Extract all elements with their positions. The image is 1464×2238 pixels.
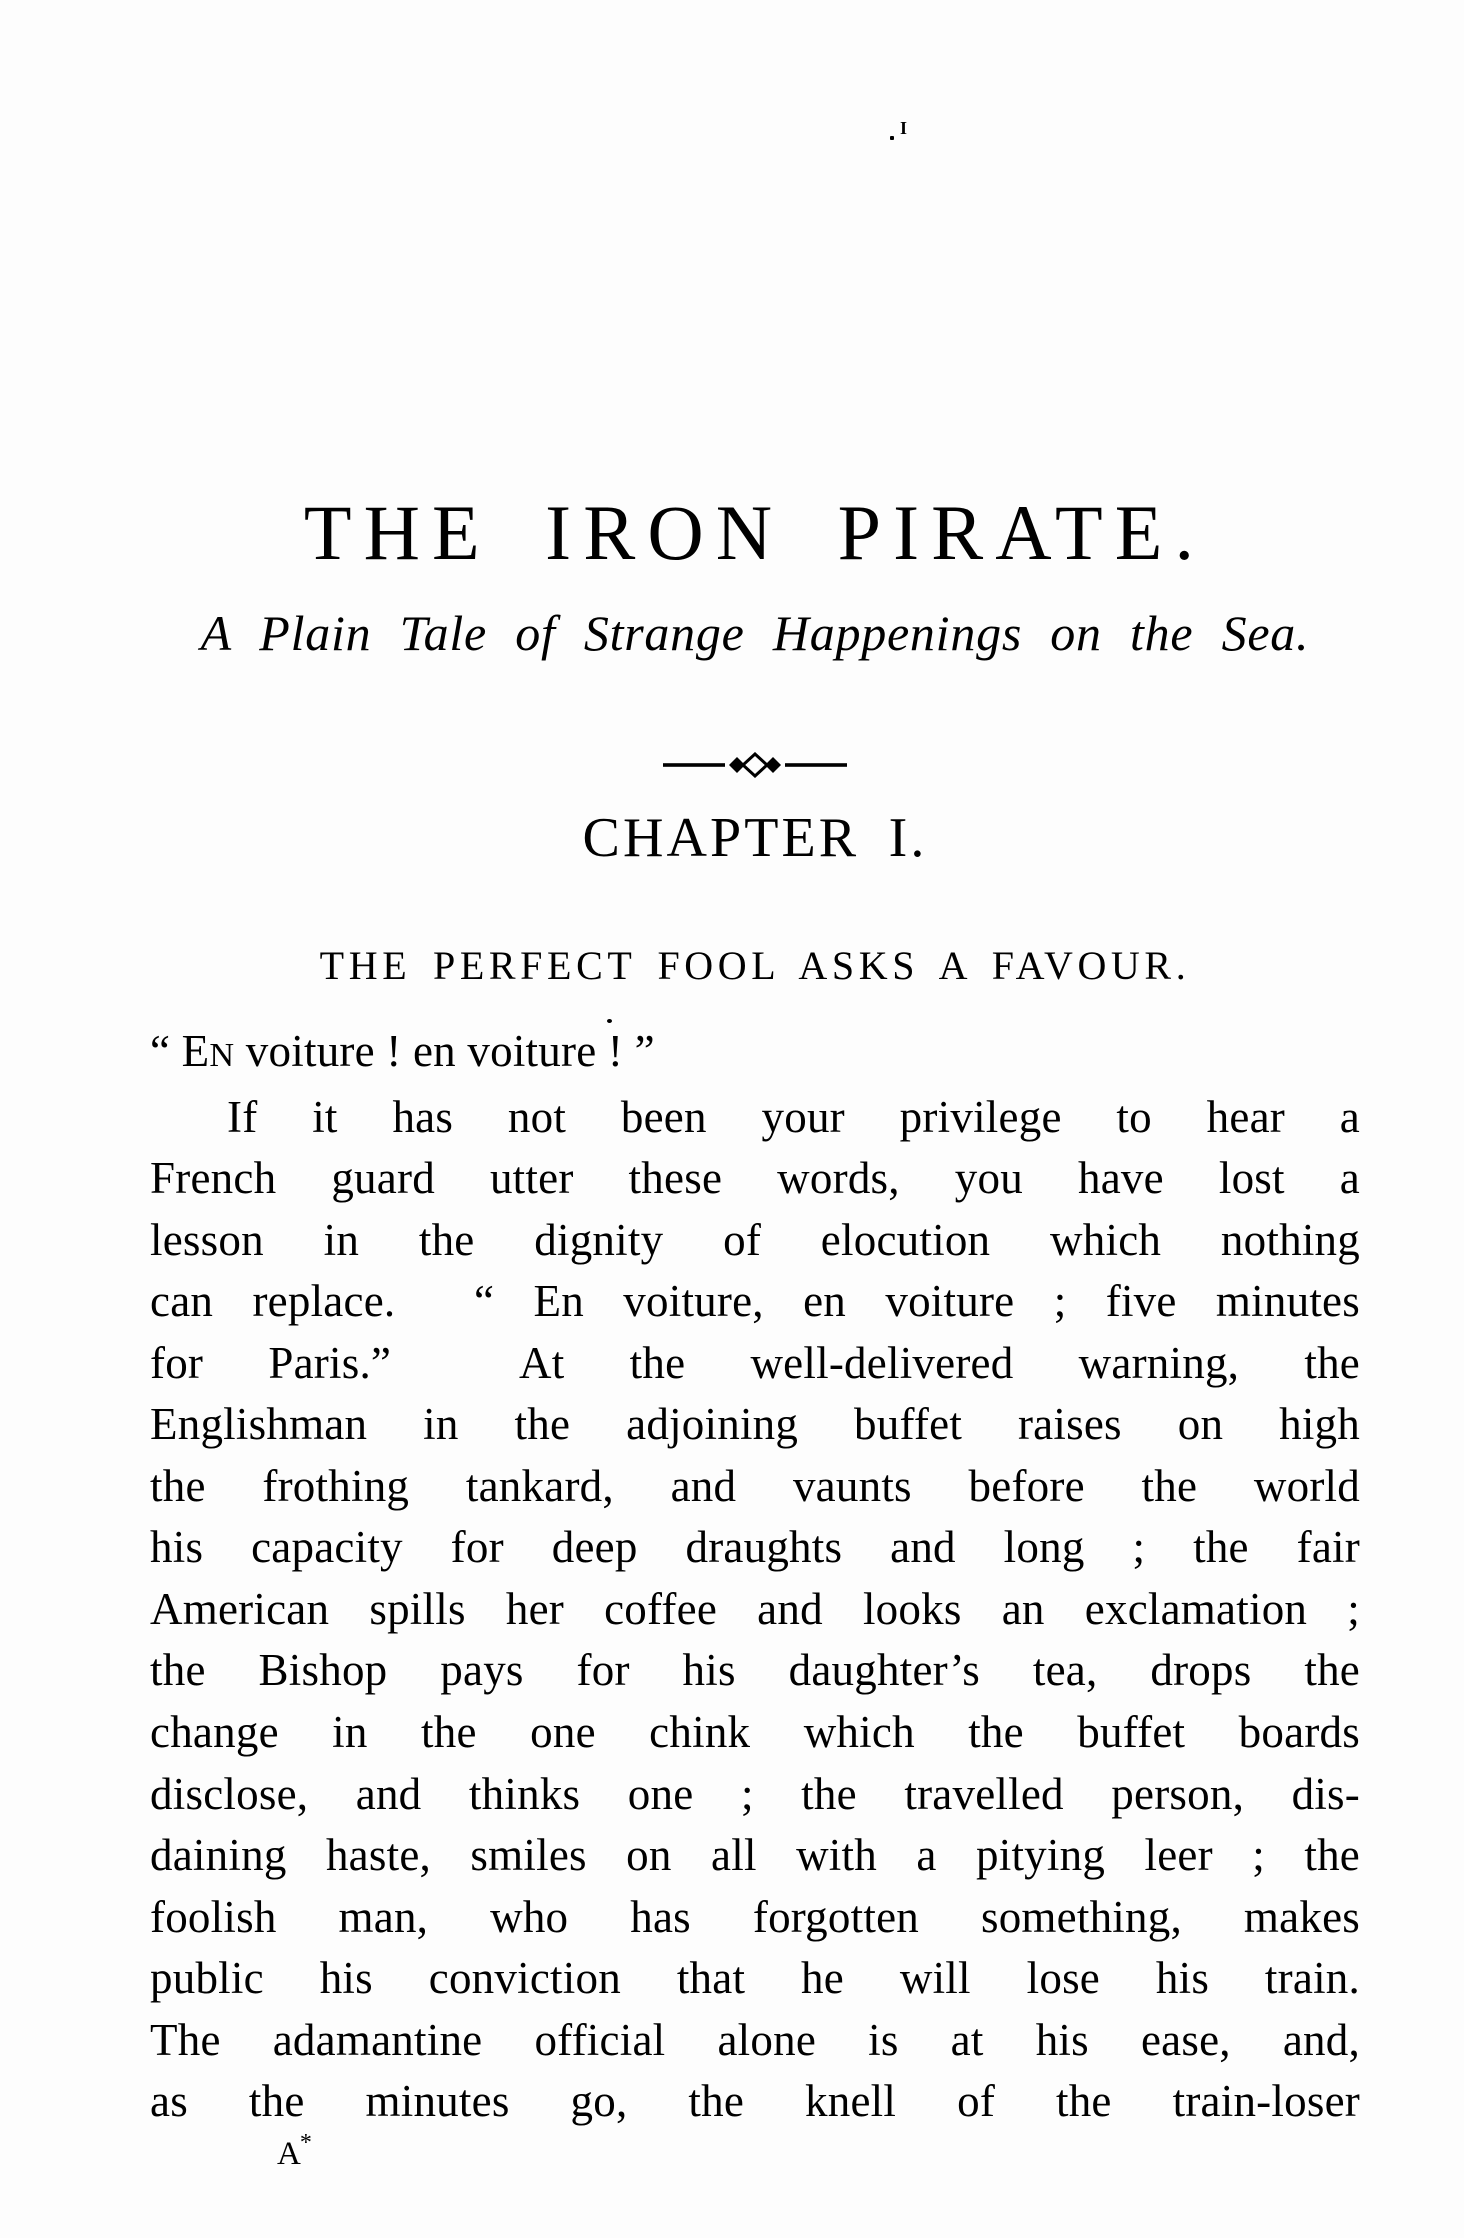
stray-print-dot bbox=[607, 1019, 612, 1023]
page-subtitle: A Plain Tale of Strange Happenings on the Sea. bbox=[200, 605, 1310, 661]
body-line: can replace. “ En voiture, en voiture ; five minutes bbox=[150, 1276, 1360, 1327]
opening-line-prefix: “ E bbox=[150, 1026, 210, 1076]
paragraph-lines bbox=[150, 1087, 1360, 2133]
body-line: the frothing tankard, and vaunts before the world bbox=[150, 1460, 1360, 1511]
body-line: change in the one chink which the buffet boards bbox=[150, 1707, 1360, 1758]
section-heading: THE PERFECT FOOL ASKS A FAVOUR. bbox=[319, 943, 1191, 988]
body-line: the Bishop pays for his daughter’s tea, drops the bbox=[150, 1645, 1360, 1696]
opening-line bbox=[150, 1021, 1360, 1087]
body-line: foolish man, who has forgotten something, makes bbox=[150, 1891, 1360, 1942]
body-line: Englishman in the adjoining buffet raises on high bbox=[150, 1399, 1360, 1450]
opening-line-suffix: voiture ! en voiture ! ” bbox=[234, 1026, 655, 1076]
body-line: American spills her coffee and looks an exclamation ; bbox=[150, 1583, 1360, 1634]
ornament-rule-icon bbox=[663, 752, 847, 778]
chapter-heading: CHAPTER I. bbox=[582, 807, 928, 869]
opening-line-smallcap: N bbox=[209, 1037, 235, 1074]
signature-letter: A bbox=[277, 2136, 301, 2172]
body-line: for Paris.” At the well-delivered warning, the bbox=[150, 1337, 1360, 1388]
stray-ink-mark: I bbox=[900, 118, 908, 138]
body-line: public his conviction that he will lose his train. bbox=[150, 1953, 1360, 2004]
signature-asterisk: * bbox=[299, 2130, 312, 2156]
signature-mark bbox=[277, 2130, 313, 2172]
body-line: as the minutes go, the knell of the train-loser bbox=[150, 2076, 1360, 2127]
page-title: THE IRON PIRATE. bbox=[303, 489, 1207, 576]
text-block bbox=[150, 0, 1360, 2238]
divider-ornament bbox=[150, 752, 1360, 783]
body-line: daining haste, smiles on all with a pitying leer ; the bbox=[150, 1830, 1360, 1881]
body-text bbox=[150, 1021, 1360, 2133]
body-line: lesson in the dignity of elocution which nothing bbox=[150, 1214, 1360, 1265]
body-line: his capacity for deep draughts and long ; the fair bbox=[150, 1522, 1360, 1573]
body-line: The adamantine official alone is at his ease, and, bbox=[150, 2014, 1360, 2065]
body-line: disclose, and thinks one ; the travelled person, dis- bbox=[150, 1768, 1360, 1819]
body-line: French guard utter these words, you have lost a bbox=[150, 1153, 1360, 1204]
body-line: If it has not been your privilege to hear a bbox=[227, 1091, 1360, 1142]
